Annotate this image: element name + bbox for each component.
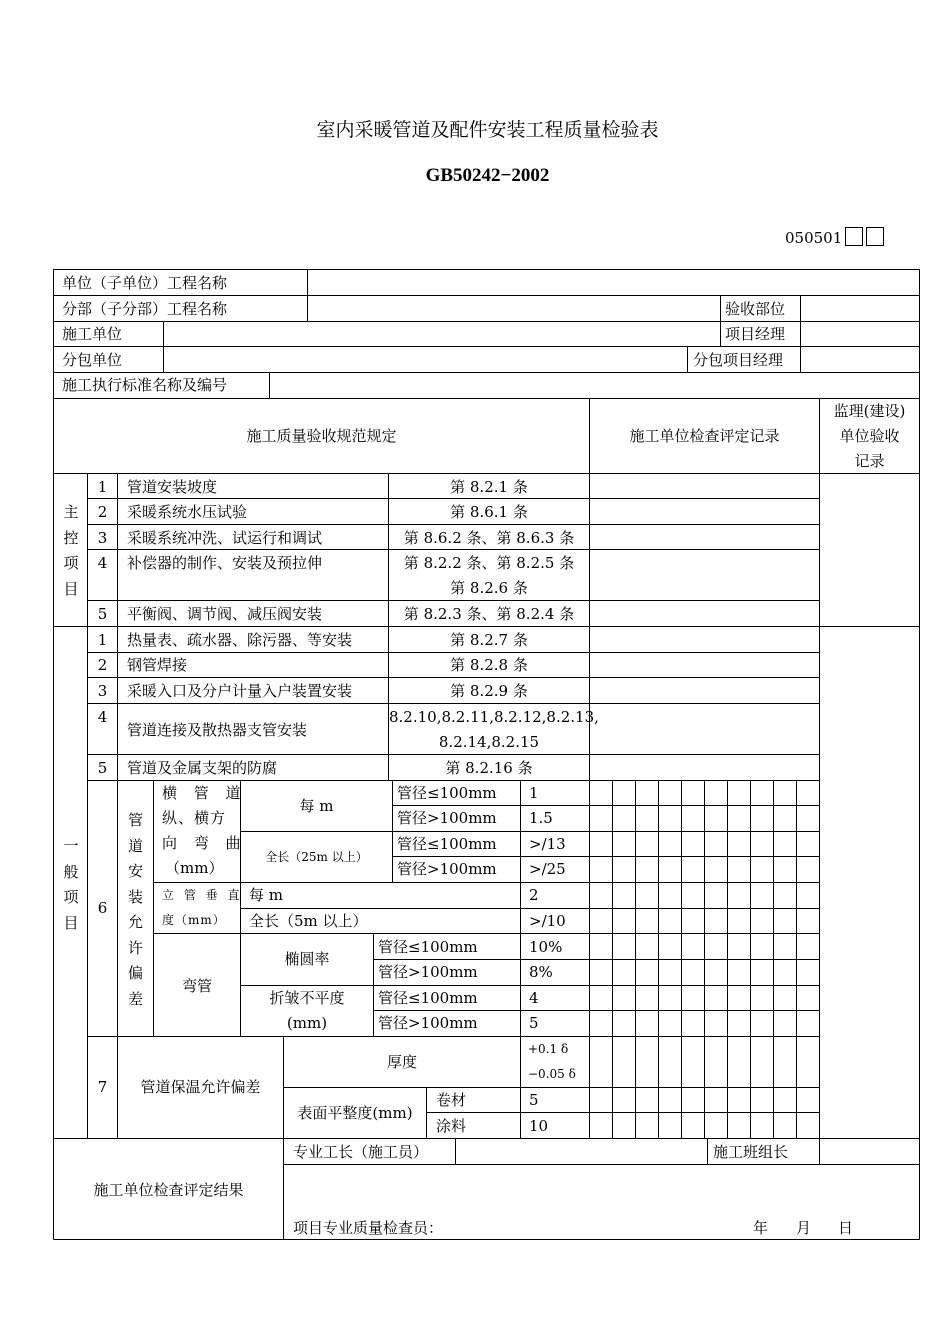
thickness-label: 厚度 bbox=[386, 1053, 417, 1071]
general-row-clause: 8.2.10,8.2.11,8.2.12,8.2.13, bbox=[389, 708, 599, 726]
row7-label: 管道保温允许偏差 bbox=[140, 1078, 261, 1096]
supervision-header-line1: 监理(建设) bbox=[833, 402, 906, 420]
general-row-item: 钢管焊接 bbox=[127, 656, 188, 674]
row6-label-text: 管道安装允许偏差 bbox=[127, 811, 143, 1008]
team-leader-label: 施工班组长 bbox=[713, 1143, 789, 1161]
flatness-label: 表面平整度(mm) bbox=[297, 1104, 413, 1122]
horizontal-label-line2: 纵、横方 bbox=[162, 809, 227, 827]
allowed-value: 8% bbox=[529, 963, 553, 981]
subcontract-unit-input[interactable] bbox=[164, 347, 687, 372]
ellipticity-label: 椭圆率 bbox=[284, 950, 330, 968]
allowed-value: >/25 bbox=[529, 860, 566, 878]
bend-label: 弯管 bbox=[181, 977, 212, 995]
diameter-label: 管径≤100mm bbox=[397, 784, 497, 802]
row6-label bbox=[118, 808, 153, 1012]
diameter-label: 管径≤100mm bbox=[397, 835, 497, 853]
general-row-item: 管道及金属支架的防腐 bbox=[127, 759, 278, 777]
main-items-group-label bbox=[56, 500, 86, 602]
vertical-label-line1: 立 管 垂 直 bbox=[162, 888, 243, 902]
thickness-minus: −0.05 δ bbox=[528, 1067, 576, 1081]
main-row-clause: 第 8.2.1 条 bbox=[450, 478, 528, 496]
supervision-header-line2: 单位验收 bbox=[839, 427, 900, 445]
inspector-label: 项目专业质量检查员： bbox=[293, 1219, 444, 1237]
document-title: 室内采暖管道及配件安装工程质量检验表 bbox=[316, 119, 659, 141]
subcontract-unit-label: 分包单位 bbox=[62, 351, 123, 369]
main-row-item: 管道安装坡度 bbox=[127, 478, 218, 496]
check-record-column-header: 施工单位检查评定记录 bbox=[629, 427, 780, 445]
subcontract-manager-input[interactable] bbox=[801, 347, 919, 372]
main-row-item: 采暖系统冲洗、试运行和调试 bbox=[127, 529, 323, 547]
general-row-item: 管道连接及散热器支管安装 bbox=[127, 721, 308, 739]
foreman-label: 专业工长（施工员） bbox=[293, 1143, 429, 1161]
result-label: 施工单位检查评定结果 bbox=[93, 1181, 244, 1199]
full-length-25-label: 全长（25m 以上） bbox=[265, 850, 368, 864]
horizontal-label-line4: （mm） bbox=[165, 859, 224, 877]
general-row-no: 3 bbox=[97, 682, 108, 700]
main-row-item: 采暖系统水压试验 bbox=[127, 503, 248, 521]
diameter-label: 管径>100mm bbox=[397, 860, 497, 878]
main-row-no: 4 bbox=[97, 554, 108, 572]
allowed-value: >/13 bbox=[529, 835, 566, 853]
general-row-clause: 第 8.2.8 条 bbox=[450, 656, 528, 674]
main-row-clause: 第 8.6.2 条、第 8.6.3 条 bbox=[403, 529, 575, 547]
main-row-clause: 第 8.6.1 条 bbox=[450, 503, 528, 521]
project-manager-label: 项目经理 bbox=[725, 325, 786, 343]
main-items-group-text: 主控项目 bbox=[63, 503, 79, 598]
general-row-clause: 第 8.2.7 条 bbox=[450, 631, 528, 649]
acceptance-part-label: 验收部位 bbox=[725, 300, 786, 318]
general-row-item: 采暖入口及分户计量入户装置安装 bbox=[127, 682, 353, 700]
allowed-value: 5 bbox=[529, 1091, 539, 1109]
allowed-value: 1.5 bbox=[529, 809, 553, 827]
horizontal-label-line3: 向 弯 曲 bbox=[162, 834, 247, 852]
diameter-label: 管径>100mm bbox=[397, 809, 497, 827]
main-row-clause-cont: 第 8.2.6 条 bbox=[450, 579, 528, 597]
standard-label: 施工执行标准名称及编号 bbox=[62, 376, 228, 394]
general-row-no: 7 bbox=[97, 1078, 108, 1096]
general-row-clause-cont: 8.2.14,8.2.15 bbox=[438, 733, 540, 751]
vertical-per-m-label: 每 m bbox=[249, 886, 283, 904]
general-row-no: 1 bbox=[97, 631, 108, 649]
subcontract-manager-label: 分包项目经理 bbox=[693, 351, 784, 369]
form-code-text: 050501 bbox=[785, 229, 843, 247]
paint-label: 涂料 bbox=[436, 1117, 467, 1135]
allowed-value: 10% bbox=[529, 938, 563, 956]
allowed-value: >/10 bbox=[529, 912, 566, 930]
standard-input[interactable] bbox=[270, 373, 919, 398]
unit-project-label: 单位（子单位）工程名称 bbox=[62, 274, 228, 292]
construction-unit-label: 施工单位 bbox=[62, 325, 123, 343]
horizontal-label-line1: 横 管 道 bbox=[162, 784, 247, 802]
supervision-header-line3: 记录 bbox=[854, 452, 885, 470]
general-items-group-text: 一般项目 bbox=[63, 837, 79, 932]
general-row-no: 4 bbox=[97, 708, 108, 726]
fold-label-line1: 折皱不平度 bbox=[269, 989, 345, 1007]
year-label: 年 bbox=[753, 1219, 769, 1237]
main-row-no: 1 bbox=[97, 478, 108, 496]
main-row-no: 5 bbox=[97, 605, 108, 623]
allowed-value: 2 bbox=[529, 886, 539, 904]
general-row-item: 热量表、疏水器、除污器、等安装 bbox=[127, 631, 353, 649]
acceptance-part-input[interactable] bbox=[801, 296, 919, 321]
standard-number: GB50242−2002 bbox=[425, 165, 550, 186]
sub-project-label: 分部（子分部）工程名称 bbox=[62, 300, 228, 318]
main-row-no: 2 bbox=[97, 503, 108, 521]
general-row-no: 6 bbox=[97, 899, 108, 917]
per-m-label: 每 m bbox=[299, 797, 334, 815]
allowed-value: 10 bbox=[529, 1117, 549, 1135]
allowed-value: 5 bbox=[529, 1014, 539, 1032]
main-row-item: 平衡阀、调节阀、减压阀安装 bbox=[127, 605, 323, 623]
roll-label: 卷材 bbox=[436, 1091, 467, 1109]
main-row-clause: 第 8.2.2 条、第 8.2.5 条 bbox=[403, 554, 575, 572]
team-leader-input[interactable] bbox=[820, 1139, 919, 1164]
month-label: 月 bbox=[796, 1219, 812, 1237]
main-row-no: 3 bbox=[97, 529, 108, 547]
day-label: 日 bbox=[838, 1219, 854, 1237]
diameter-label: 管径≤100mm bbox=[378, 989, 478, 1007]
general-row-no: 5 bbox=[97, 759, 108, 777]
construction-unit-input[interactable] bbox=[164, 322, 720, 346]
general-row-clause: 第 8.2.9 条 bbox=[450, 682, 528, 700]
diameter-label: 管径>100mm bbox=[378, 1014, 478, 1032]
general-row-no: 2 bbox=[97, 656, 108, 674]
general-items-group-label bbox=[56, 834, 86, 936]
allowed-value: 1 bbox=[529, 784, 539, 802]
diameter-label: 管径>100mm bbox=[378, 963, 478, 981]
vertical-label-line2: 度（mm） bbox=[162, 913, 226, 927]
spec-column-header: 施工质量验收规范规定 bbox=[246, 427, 397, 445]
main-row-clause: 第 8.2.3 条、第 8.2.4 条 bbox=[403, 605, 575, 623]
allowed-value: 4 bbox=[529, 989, 539, 1007]
project-manager-input[interactable] bbox=[801, 322, 919, 346]
sub-project-input[interactable] bbox=[308, 296, 720, 321]
thickness-plus: +0.1 δ bbox=[528, 1042, 569, 1056]
vertical-full-label: 全长（5m 以上） bbox=[249, 912, 368, 930]
fold-label-line2: (mm) bbox=[286, 1014, 328, 1032]
foreman-input[interactable] bbox=[456, 1139, 707, 1164]
main-row-item: 补偿器的制作、安装及预拉伸 bbox=[127, 554, 323, 572]
unit-project-input[interactable] bbox=[308, 270, 919, 295]
general-row-clause: 第 8.2.16 条 bbox=[445, 759, 533, 777]
diameter-label: 管径≤100mm bbox=[378, 938, 478, 956]
